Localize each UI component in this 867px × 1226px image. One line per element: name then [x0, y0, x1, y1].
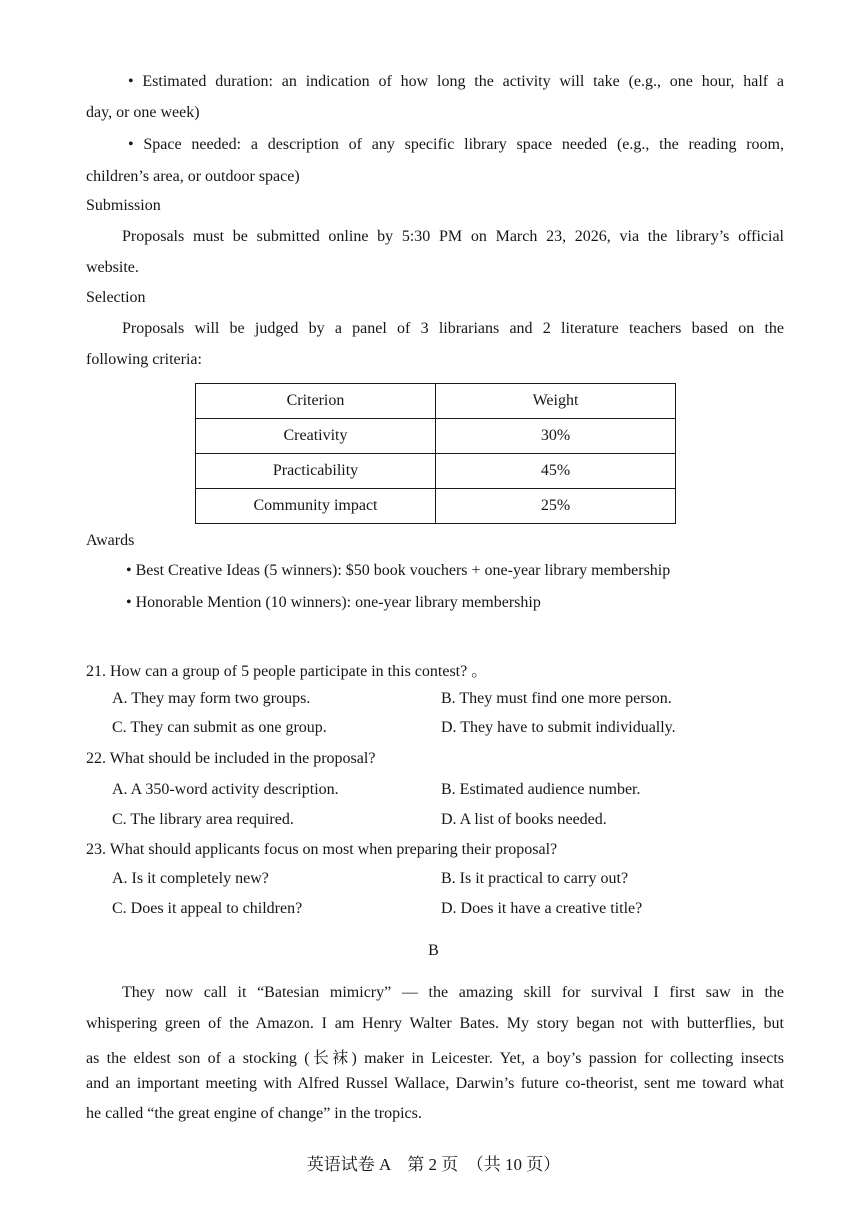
passage-b-line1: They now call it “Batesian mimicry” — the amazing skill for survival I first saw in the [122, 984, 784, 1001]
criterion-cell: Practicability [196, 454, 436, 489]
question-23-option-b: B. Is it practical to carry out? [441, 870, 629, 887]
award-honorable-mention: • Honorable Mention (10 winners): one-year library membership [126, 594, 541, 611]
question-23-option-c: C. Does it appeal to children? [112, 900, 303, 917]
question-21-option-b: B. They must find one more person. [441, 690, 672, 707]
bullet-duration-line1: • Estimated duration: an indication of how long the activity will take (e.g., one hour, half a [128, 73, 784, 90]
weight-cell: 30% [436, 419, 676, 454]
passage-b-line2: whispering green of the Amazon. I am Henry Walter Bates. My story began not with butterflies, but [86, 1015, 784, 1032]
page-footer: 英语试卷 A 第 2 页 （共 10 页） [306, 1155, 561, 1174]
question-21-option-a: A. They may form two groups. [112, 690, 311, 707]
table-row [196, 454, 676, 489]
bullet-space-line1: • Space needed: a description of any specific library space needed (e.g., the reading room, [128, 136, 784, 153]
passage-b-line4: and an important meeting with Alfred Russel Wallace, Darwin’s future co-theorist, sent me toward what [86, 1075, 784, 1092]
passage-b-line5: he called “the great engine of change” in the tropics. [86, 1105, 422, 1122]
question-22-option-c: C. The library area required. [112, 811, 294, 828]
selection-line1: Proposals will be judged by a panel of 3 librarians and 2 literature teachers based on the [122, 320, 784, 337]
criterion-cell: Community impact [196, 489, 436, 524]
selection-line2: following criteria: [86, 351, 202, 368]
question-22-option-b: B. Estimated audience number. [441, 781, 641, 798]
question-23-option-a: A. Is it completely new? [112, 870, 269, 887]
awards-heading: Awards [86, 532, 135, 549]
question-23-option-d: D. Does it have a creative title? [441, 900, 643, 917]
weight-cell: 25% [436, 489, 676, 524]
passage-b-line3: as the eldest son of a stocking (长袜) maker in Leicester. Yet, a boy’s passion for collecting insects [86, 1050, 784, 1067]
submission-heading: Submission [86, 197, 161, 214]
question-21-option-d: D. They have to submit individually. [441, 719, 676, 736]
bullet-space-line2: children’s area, or outdoor space) [86, 168, 300, 185]
criteria-table [195, 383, 676, 524]
table-row [196, 489, 676, 524]
criterion-cell: Creativity [196, 419, 436, 454]
award-best-creative: • Best Creative Ideas (5 winners): $50 book vouchers + one-year library membership [126, 562, 671, 579]
bullet-duration-line2: day, or one week) [86, 104, 200, 121]
question-22-stem: 22. What should be included in the proposal? [86, 750, 376, 767]
table-row [196, 419, 676, 454]
question-21-option-c: C. They can submit as one group. [112, 719, 327, 736]
question-22-option-a: A. A 350-word activity description. [112, 781, 339, 798]
section-b-label: B [428, 942, 439, 959]
header-criterion: Criterion [196, 384, 436, 419]
question-23-stem: 23. What should applicants focus on most when preparing their proposal? [86, 841, 558, 858]
submission-line2: website. [86, 259, 139, 276]
selection-heading: Selection [86, 289, 146, 306]
header-weight: Weight [436, 384, 676, 419]
weight-cell: 45% [436, 454, 676, 489]
question-21-stem: 21. How can a group of 5 people participate in this contest? 。 [86, 663, 488, 680]
submission-line1: Proposals must be submitted online by 5:30 PM on March 23, 2026, via the library’s official [122, 228, 784, 245]
question-22-option-d: D. A list of books needed. [441, 811, 607, 828]
table-header-row [196, 384, 676, 419]
